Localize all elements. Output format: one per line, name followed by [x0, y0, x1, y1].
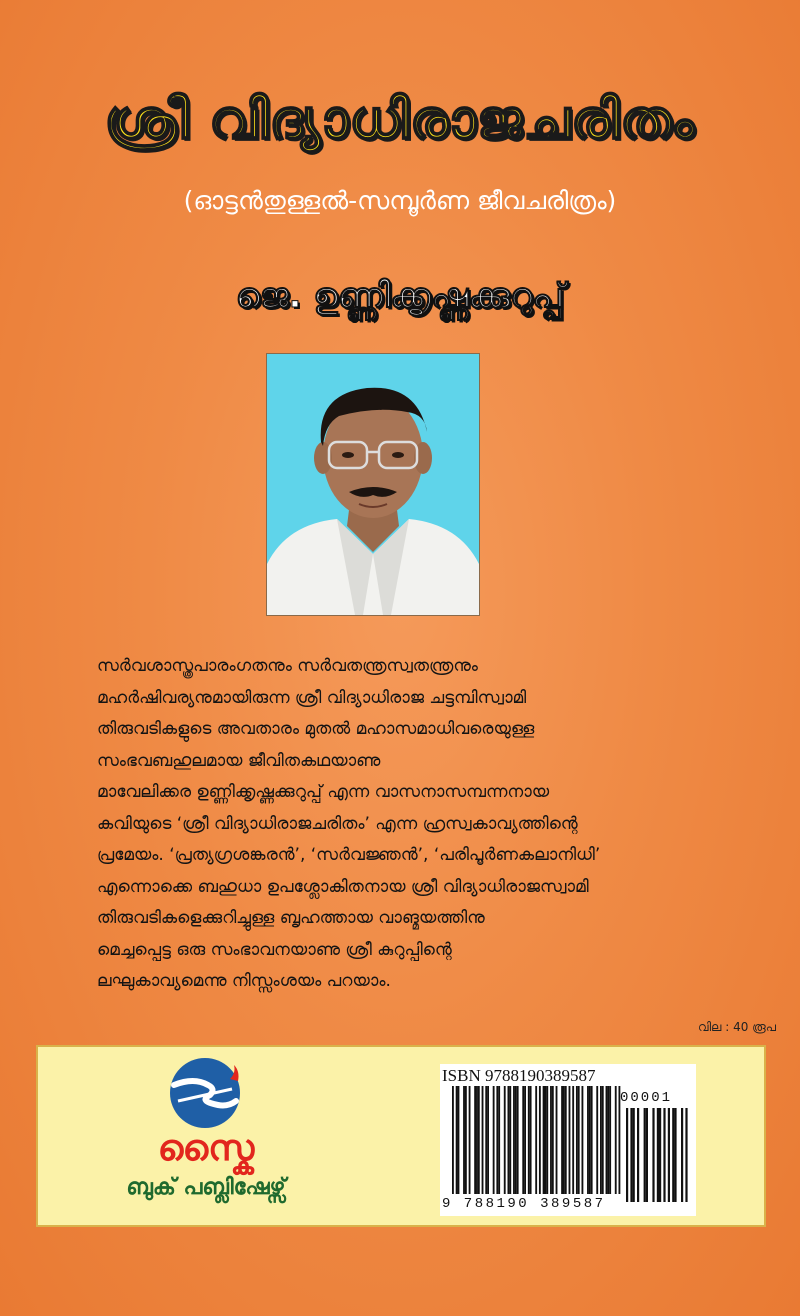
barcode-bar	[513, 1086, 515, 1194]
barcode-bar	[556, 1086, 558, 1194]
barcode-bar	[463, 1086, 465, 1194]
blurb-line: തിരുവടികളുടെ അവതാരം മുതൽ മഹാസമാധിവരെയുള്ള	[97, 719, 535, 739]
barcode-bar	[452, 1086, 454, 1194]
blurb-line: മാവേലിക്കര ഉണ്ണിക്കൃഷ്ണക്കുറുപ്പ് എന്ന വാസനാസമ്പന്നനായ	[97, 782, 550, 802]
isbn-label: ISBN 9788190389587	[442, 1066, 596, 1085]
barcode-addon-bar	[672, 1108, 674, 1202]
blurb-line: പ്രമേയം. ‘പ്രത്യഗ്രശങ്കരൻ’, ‘സർവജ്ഞൻ’, ‘പരിപൂർണകലാനിധി’	[97, 845, 601, 865]
barcode-bar	[550, 1086, 552, 1194]
barcode-addon-bar	[663, 1108, 665, 1202]
barcode-bar	[582, 1086, 584, 1194]
author-portrait-illustration	[267, 354, 479, 615]
barcode-addon-bar	[644, 1108, 646, 1202]
back-cover-blurb	[97, 651, 757, 998]
blurb-line: ലഘുകാവ്യമെന്നു നിസ്സംശയം പറയാം.	[97, 971, 391, 991]
barcode-bar	[569, 1086, 571, 1194]
book-subtitle: (ഓട്ടൻതുള്ളൽ-സമ്പൂർണ ജീവചരിത്രം)	[183, 186, 617, 215]
barcode-addon-bar	[681, 1108, 683, 1202]
blurb-line: എന്നൊക്കെ ബഹുധാ ഉപശ്ലോകിതനായ ശ്രീ വിദ്യാധിരാജസ്വാമി	[97, 876, 589, 897]
barcode-bar	[530, 1086, 532, 1194]
barcode-addon-bar	[685, 1108, 687, 1202]
barcode-bar	[561, 1086, 563, 1194]
blurb-line: തിരുവടികളെക്കുറിച്ചുള്ള ബൃഹത്തായ വാങ്മയത്തിനു	[97, 908, 485, 928]
barcode-bar	[504, 1086, 506, 1194]
isbn-barcode	[440, 1064, 696, 1216]
barcode-bar	[576, 1086, 578, 1194]
publisher-logo	[164, 1055, 246, 1131]
barcode-addon-bar	[626, 1108, 628, 1202]
barcode-addon-bar	[630, 1108, 632, 1202]
blurb-line: കവിയുടെ ‘ശ്രീ വിദ്യാധിരാജചരിതം’ എന്ന ഹ്രസ്വകാവ്യത്തിന്റെ	[97, 813, 578, 834]
barcode-addon-bar	[652, 1108, 654, 1202]
barcode-bar	[456, 1086, 458, 1194]
barcode-digits: 9 788190 389587	[442, 1196, 606, 1212]
barcode-bar	[563, 1086, 565, 1194]
blurb-line: സർവശാസ്ത്രപാരംഗതനും സർവതന്ത്രസ്വതന്ത്രനും	[97, 656, 478, 676]
blurb-line: മഹർഷിവര്യനുമായിരുന്ന ശ്രീ വിദ്യാധിരാജ ചട്ടമ്പിസ്വാമി	[97, 687, 527, 708]
barcode-bar	[465, 1086, 467, 1194]
barcode-bar	[487, 1086, 489, 1194]
blurb-line: മെച്ചപ്പെട്ട ഒരു സംഭാവനയാണു ശ്രീ കുറുപ്പിന്റെ	[97, 939, 452, 960]
barcode-bar	[535, 1086, 537, 1194]
barcode-addon-bar	[637, 1108, 639, 1202]
price-label: വില : 40 രൂപ	[698, 1020, 776, 1034]
barcode-bar	[482, 1086, 484, 1194]
barcode-box	[440, 1064, 696, 1216]
barcode-bar	[596, 1086, 598, 1194]
barcode-bar	[508, 1086, 510, 1194]
barcode-bar	[552, 1086, 554, 1194]
barcode-bar	[515, 1086, 517, 1194]
barcode-bar	[546, 1086, 548, 1194]
barcode-bar	[602, 1086, 604, 1194]
barcode-bar	[591, 1086, 593, 1194]
barcode-bar	[493, 1086, 495, 1194]
barcode-bar	[565, 1086, 567, 1194]
barcode-bar	[478, 1086, 480, 1194]
barcode-bar	[545, 1086, 547, 1194]
barcode-bar	[498, 1086, 500, 1194]
barcode-bar	[589, 1086, 591, 1194]
barcode-bar	[485, 1086, 487, 1194]
barcode-addon-bar	[674, 1108, 676, 1202]
author-photo	[266, 353, 480, 616]
book-title: ശ്രീ വിദ്യാധിരാജചരിതം	[104, 88, 696, 151]
barcode-bar	[609, 1086, 611, 1194]
barcode-addon-bar	[633, 1108, 635, 1202]
barcode-bar	[528, 1086, 530, 1194]
barcode-bar	[615, 1086, 617, 1194]
barcode-bar	[509, 1086, 511, 1194]
barcode-bar	[469, 1086, 471, 1194]
barcode-bar	[606, 1086, 608, 1194]
blurb-line: സംഭവബഹുലമായ ജീവിതകഥയാണു	[97, 750, 381, 771]
barcode-bar	[474, 1086, 476, 1194]
barcode-bar	[587, 1086, 589, 1194]
barcode-bar	[543, 1086, 545, 1194]
barcode-bar	[600, 1086, 602, 1194]
publisher-name: സ്കൈ	[157, 1128, 255, 1169]
barcode-bar	[476, 1086, 478, 1194]
publisher-logo-icon	[164, 1055, 246, 1131]
barcode-addon-bar	[659, 1108, 661, 1202]
publisher-subname: ബുക് പബ്ലിഷേഴ്സ്	[126, 1175, 286, 1200]
barcode-addon-bar	[657, 1108, 659, 1202]
author-name: ജെ. ഉണ്ണിക്കൃഷ്ണക്കുറുപ്പ്	[235, 276, 565, 316]
barcode-bar	[607, 1086, 609, 1194]
barcode-bar	[517, 1086, 519, 1194]
barcode-bar	[539, 1086, 541, 1194]
barcode-bar	[458, 1086, 460, 1194]
barcode-addon: 00001	[620, 1090, 673, 1106]
barcode-bar	[524, 1086, 526, 1194]
barcode-bar	[496, 1086, 498, 1194]
barcode-bar	[578, 1086, 580, 1194]
barcode-addon-bar	[646, 1108, 648, 1202]
barcode-bar	[572, 1086, 574, 1194]
barcode-addon-bar	[668, 1108, 670, 1202]
barcode-bar	[522, 1086, 524, 1194]
